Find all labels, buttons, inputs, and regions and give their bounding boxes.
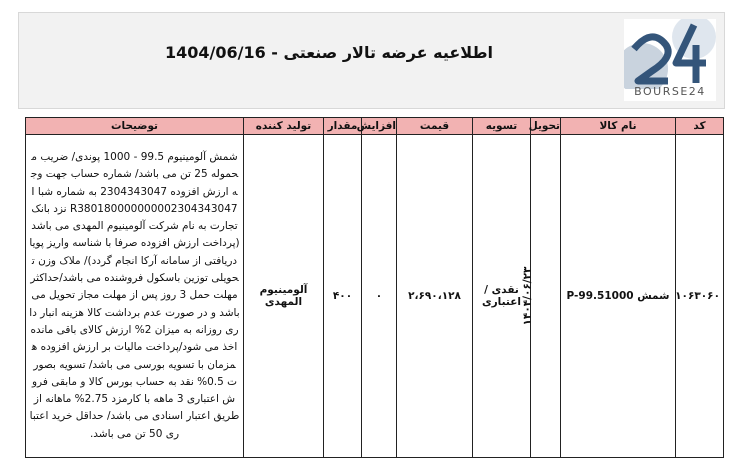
col-header-code: کد	[676, 118, 724, 135]
header-banner	[18, 12, 725, 109]
table-row	[26, 135, 724, 458]
col-header-settlement: تسویه	[473, 118, 531, 135]
cell-producer: آلومینیوم المهدی	[244, 135, 324, 458]
bourse24-logo-mark-icon	[624, 19, 716, 89]
bourse24-logo	[624, 19, 716, 101]
col-header-product: نام کالا	[561, 118, 676, 135]
cell-description: شمش آلومینیوم 99.5 - 1000 پوندی/ ضریب محموله 25 تن می باشد/ شماره حساب جهت وجه ارزش افزوده 2304343047 به شماره شبا IR380180000000002304343047 نزد بانک تجارت به نام شرکت آلومینیوم المهدی می باشد (پرداخت ارزش افزوده صرفا با شناسه واریز پویا دریافتی از سامانه آرکا انجام گردد)/ ملاک وزن تحویلی توزین باسکول فروشنده می باشد/حداکثر مهلت حمل 3 روز پس از مهلت مجاز تحویل می باشد و در صورت عدم برداشت کالا هزینه انبار داری روزانه به میزان 2% ارزش کالای باقی مانده اخذ می شود/پرداخت مالیات بر ارزش افزوده همزمان با تسویه بورسی می باشد/ تسویه بصورت 0.5% نقد به حساب بورس کالا و مابقی فروش اعتباری 3 ماهه با کارمزد 2.75% ماهانه از طریق اعتبار اسنادی می باشد/ حداقل خرید اعتباری 50 تن می باشد.	[26, 135, 244, 458]
cell-delivery	[521, 135, 561, 458]
col-header-producer: تولید کننده	[244, 118, 324, 135]
logo-text: BOURSE24	[634, 85, 706, 98]
cell-increase: ۰	[362, 135, 397, 458]
col-header-description: توضیحات	[26, 118, 244, 135]
cell-product: P-99.5شمش 1000	[561, 135, 676, 458]
col-header-increase: افزایش	[362, 118, 397, 135]
cell-settlement: نقدی / اعتباری	[473, 135, 531, 458]
delivery-date: ۱۴۰۴/۰۶/۲۳	[521, 266, 534, 326]
offer-table	[25, 117, 724, 458]
col-header-quantity: مقدار	[324, 118, 362, 135]
cell-quantity: ۴۰۰	[324, 135, 362, 458]
cell-code: ۱۰۶۳۰۶۰	[676, 135, 724, 458]
col-header-delivery: تحویل	[531, 118, 561, 135]
page-title: اطلاعیه عرضه تالار صنعتی - 1404/06/16	[164, 43, 494, 62]
table-header-row	[26, 118, 724, 135]
cell-price: ۲،۶۹۰،۱۲۸	[397, 135, 473, 458]
col-header-price: قیمت	[397, 118, 473, 135]
